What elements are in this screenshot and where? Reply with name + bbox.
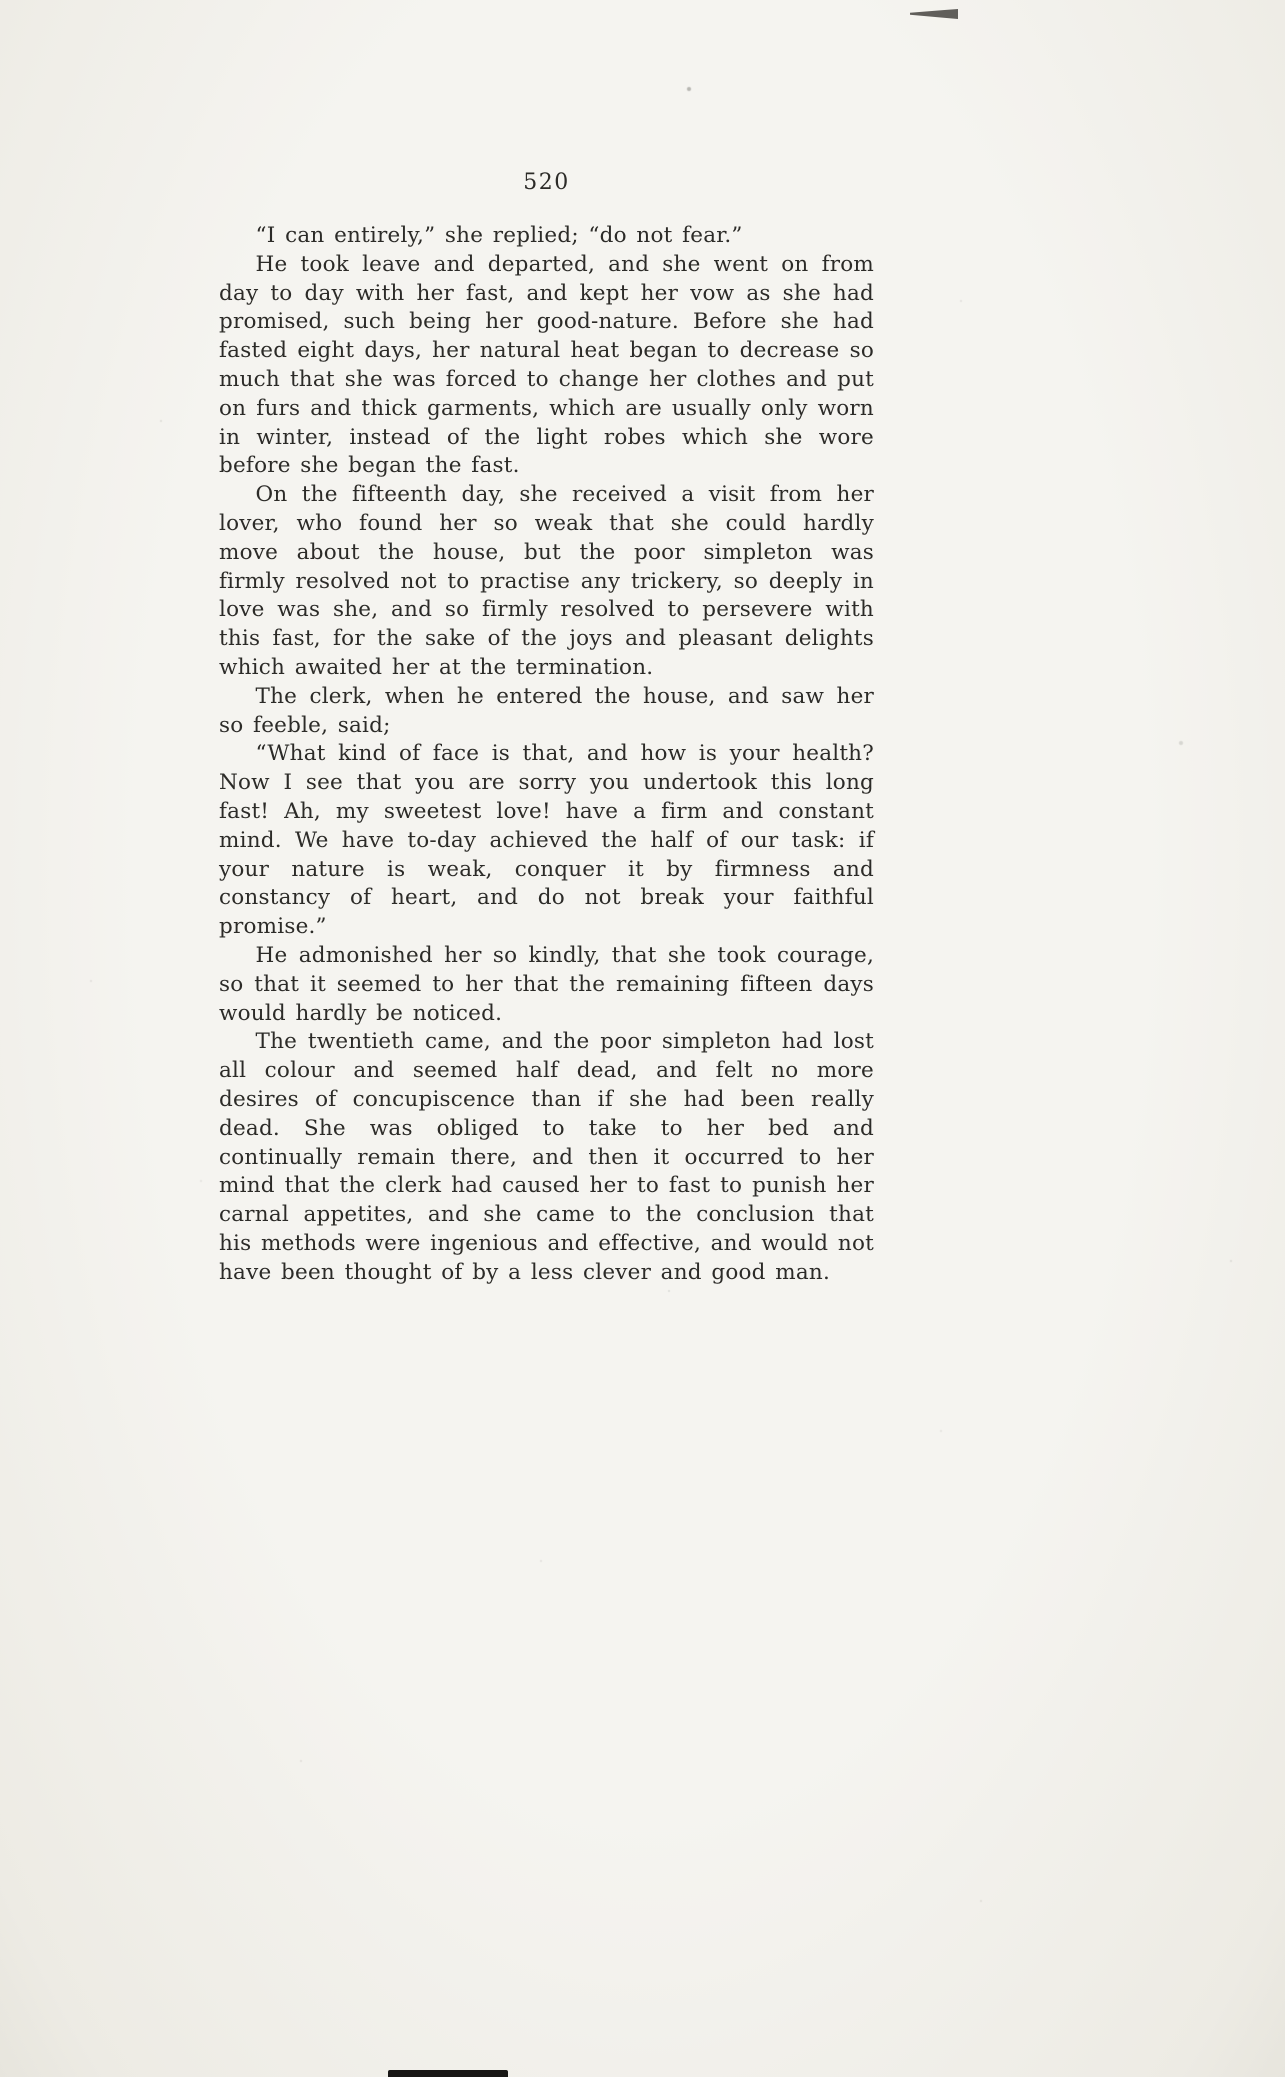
paragraph-5: “What kind of face is that, and how is your health? Now I see that you are sorry you undertook this long fast! Ah, my sweetest love! have a firm and constant mind. We have to-day achieved the half of our task: if your nature is weak, conquer it by firmness and constancy of heart, and do not break your faithful promise.” (219, 741, 874, 940)
paragraph-6: He admonished her so kindly, that she took courage, so that it seemed to her that the remaining fifteen days would hardly be noticed. (219, 942, 874, 1026)
paragraph-7: The twentieth came, and the poor simpleton had lost all colour and seemed half dead, and felt no more desires of concupiscence than if she had been really dead. She was obliged to take to her bed and continually remain there, and then it occurred to her mind that the clerk had caused her to fast to punish her carnal appetites, and she came to the conclusion that his methods were ingenious and effective, and would not have been thought of by a less clever and good man. (219, 1029, 874, 1285)
scan-artifact-bottom-bar (388, 2070, 508, 2077)
body-text (219, 222, 874, 1287)
paragraph-3: On the fifteenth day, she received a visit from her lover, who found her so weak that she could hardly move about the house, but the poor simpleton was firmly resolved not to practise any trickery, so deeply in love was she, and so firmly resolved to persevere with this fast, for the sake of the joys and pleasant delights which awaited her at the termination. (219, 482, 874, 680)
scan-noise-speckles (0, 0, 2, 2)
paragraph-4: The clerk, when he entered the house, and saw her so feeble, said; (219, 683, 874, 738)
page-number: 520 (523, 170, 570, 195)
paragraph-1: “I can entirely,” she replied; “do not fear.” (255, 223, 743, 248)
scan-artifact-top-right-mark (910, 9, 958, 19)
paragraph-2: He took leave and departed, and she went on from day to day with her fast, and kept her vow as she had promised, such being her good-nature. Before she had fasted eight days, her natural heat began to decrease so much that she was forced to change her clothes and put on furs and thick garments, which are usually only worn in winter, instead of the light robes which she wore before she began the fast. (219, 251, 874, 479)
